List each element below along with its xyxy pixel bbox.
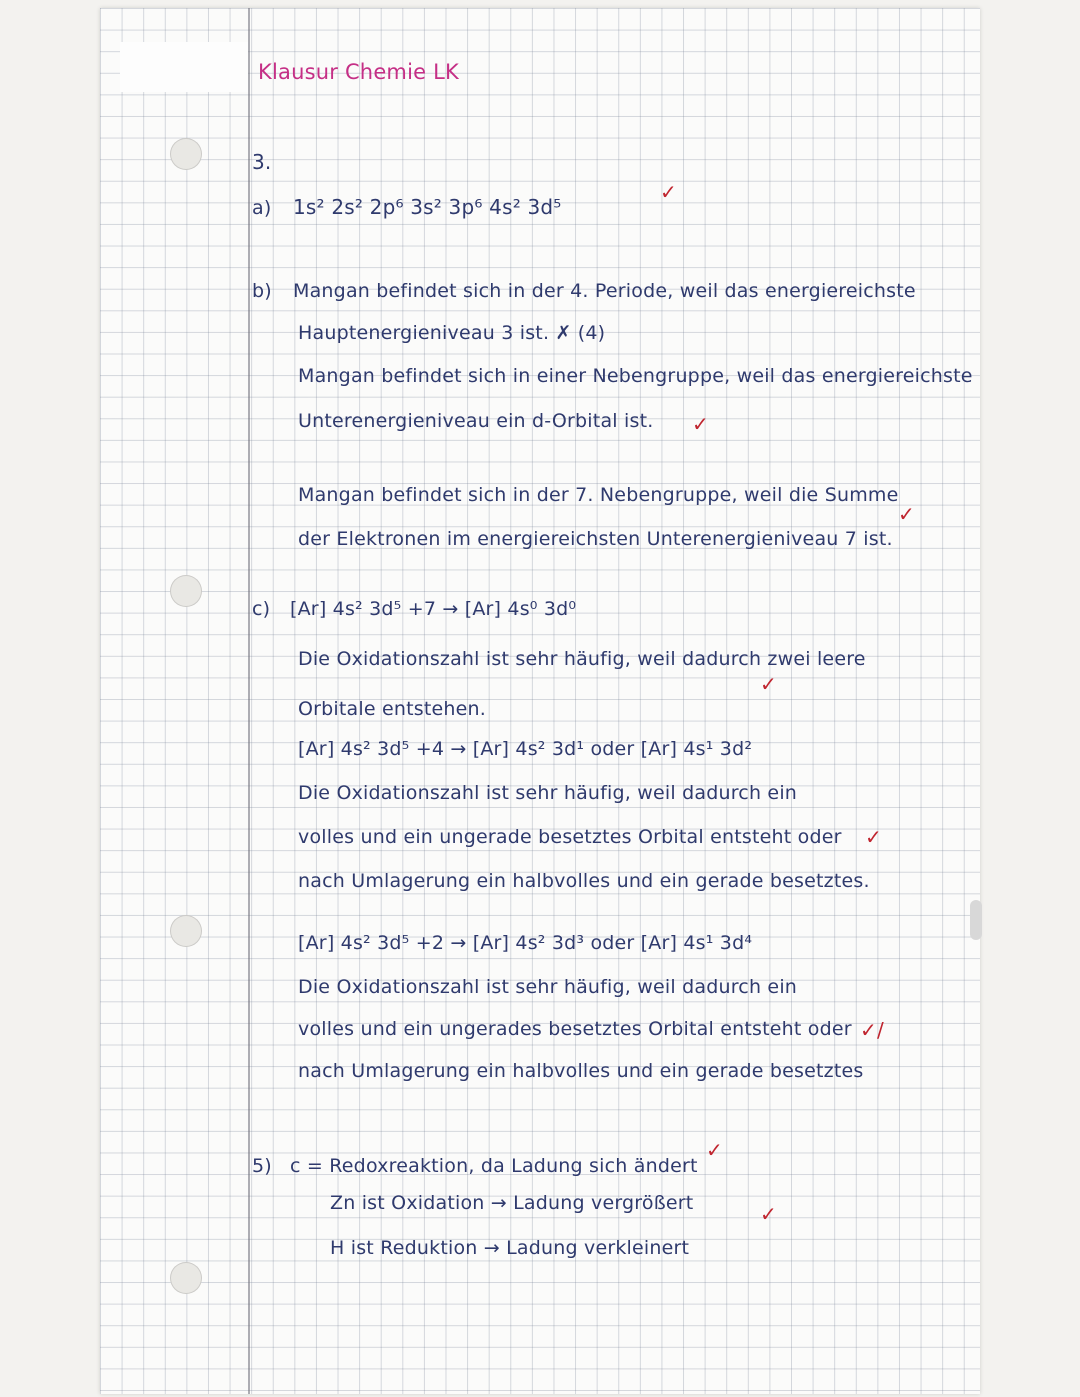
margin-line [248,8,250,1394]
punch-hole [170,915,202,947]
punch-hole [170,575,202,607]
answer-line: Mangan befindet sich in der 7. Nebengruppe, weil die Summe [298,484,899,506]
check-mark: ✓ [865,825,882,849]
answer-line: Orbitale entstehen. [298,698,487,720]
answer-line: Unterenergieniveau ein d-Orbital ist. [298,410,654,432]
punch-hole [170,1262,202,1294]
paper-tab [120,42,248,92]
task-5-label: 5) [252,1155,272,1177]
answer-line: der Elektronen im energiereichsten Unterenergieniveau 7 ist. [298,528,893,550]
check-mark: ✓ [692,412,709,436]
answer-line: c = Redoxreaktion, da Ladung sich ändert [290,1155,698,1177]
part-a-label: a) [252,197,272,219]
answer-line: Hauptenergieniveau 3 ist. ✗ (4) [298,322,606,344]
check-mark: ✓ [760,1202,777,1226]
answer-line: nach Umlagerung ein halbvolles und ein gerade besetztes [298,1060,864,1082]
answer-line: [Ar] 4s² 3d⁵ +7 → [Ar] 4s⁰ 3d⁰ [290,598,577,620]
check-mark: ✓/ [860,1018,884,1042]
punch-hole [170,138,202,170]
electron-configuration: 1s² 2s² 2p⁶ 3s² 3p⁶ 4s² 3d⁵ [293,195,562,219]
paper-edge-shadow [970,900,982,940]
check-mark: ✓ [660,180,677,204]
answer-line: [Ar] 4s² 3d⁵ +2 → [Ar] 4s² 3d³ oder [Ar] 4s¹ 3d⁴ [298,932,753,954]
answer-line: Zn ist Oxidation → Ladung vergrößert [330,1192,694,1214]
check-mark: ✓ [706,1138,723,1162]
answer-line: nach Umlagerung ein halbvolles und ein gerade besetztes. [298,870,870,892]
answer-line: [Ar] 4s² 3d⁵ +4 → [Ar] 4s² 3d¹ oder [Ar] 4s¹ 3d² [298,738,753,760]
answer-line: Die Oxidationszahl ist sehr häufig, weil dadurch ein [298,976,798,998]
check-mark: ✓ [760,672,777,696]
check-mark: ✓ [898,502,915,526]
answer-line: H ist Reduktion → Ladung verkleinert [330,1237,690,1259]
answer-line: volles und ein ungerade besetztes Orbital entsteht oder [298,826,842,848]
part-c-label: c) [252,598,271,620]
part-b-label: b) [252,280,272,302]
answer-line: Mangan befindet sich in der 4. Periode, weil das energiereichste [293,280,916,302]
answer-line: Die Oxidationszahl ist sehr häufig, weil dadurch zwei leere [298,648,866,670]
answer-line: Die Oxidationszahl ist sehr häufig, weil dadurch ein [298,782,798,804]
task-number: 3. [252,150,272,174]
answer-line: volles und ein ungerades besetztes Orbital entsteht oder [298,1018,852,1040]
page-title: Klausur Chemie LK [258,60,459,84]
answer-line: Mangan befindet sich in einer Nebengruppe, weil das energiereichste [298,365,973,387]
